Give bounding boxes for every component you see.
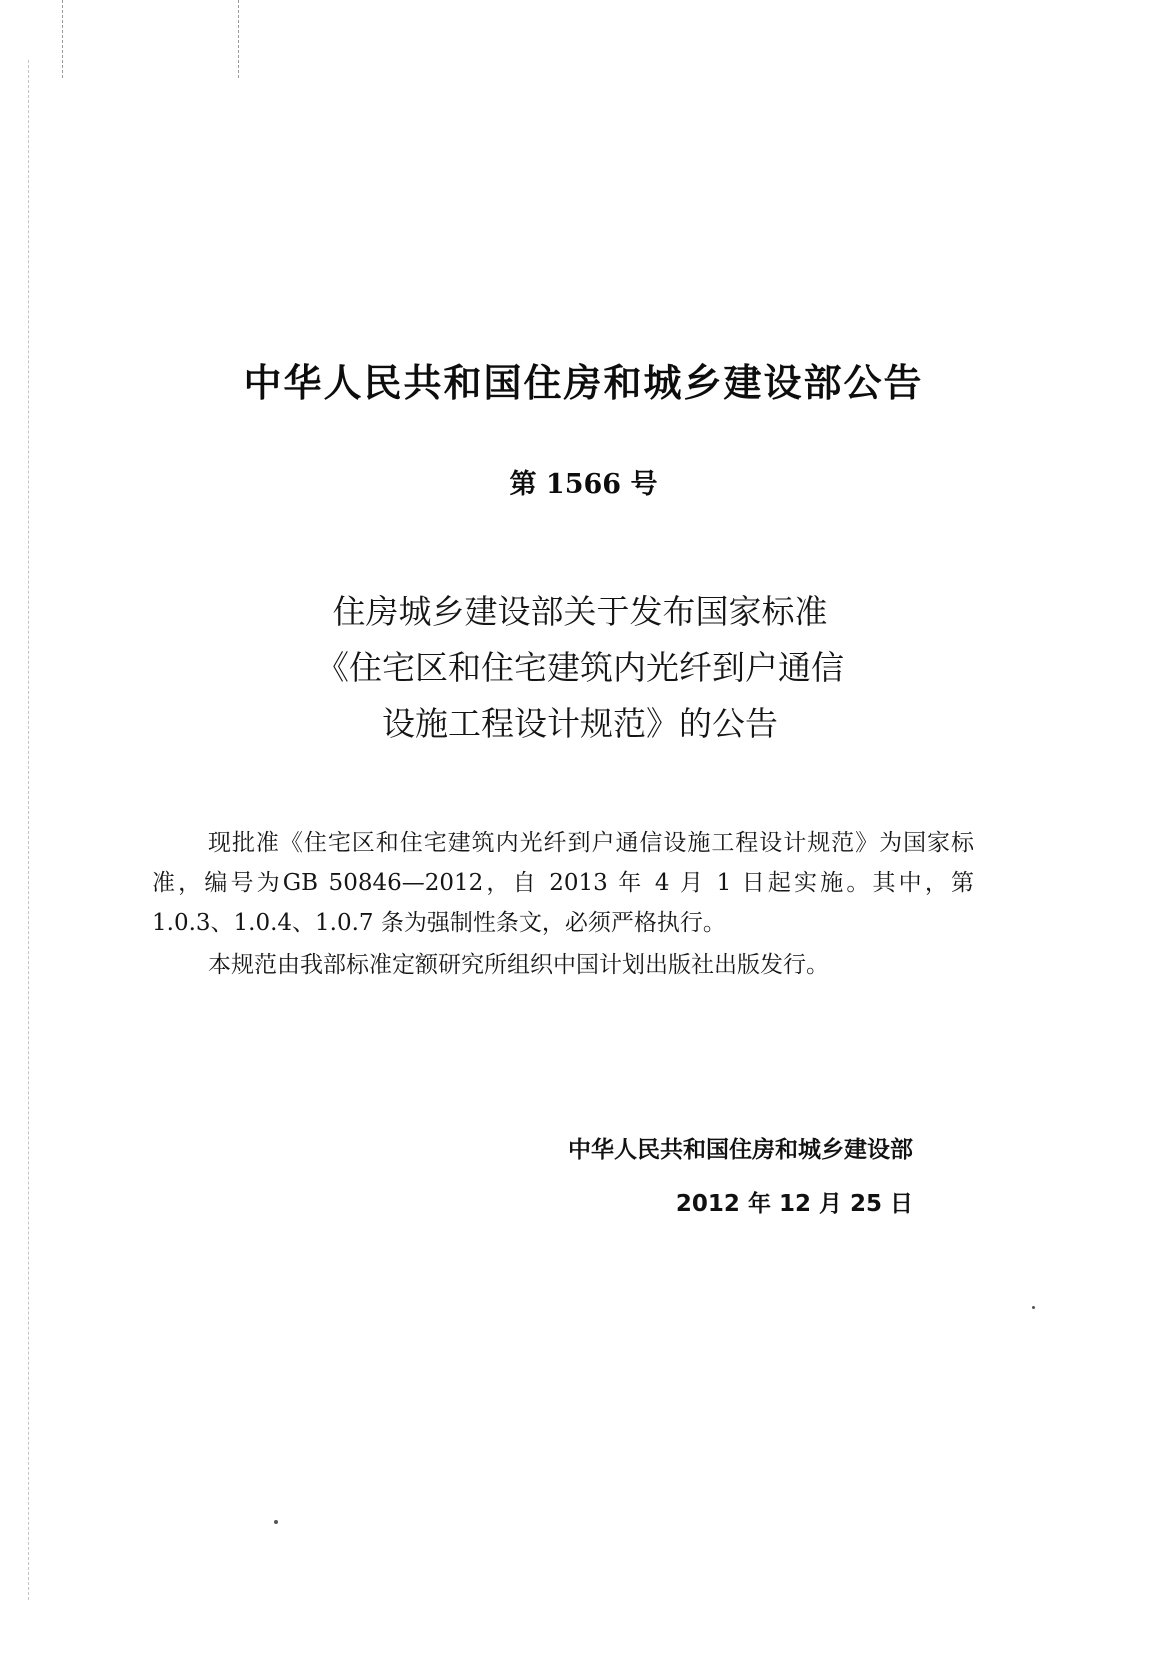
scan-artifact-line	[28, 60, 29, 1600]
notice-subject	[200, 584, 960, 752]
scan-artifact-dot	[1032, 1306, 1035, 1309]
notice-number: 第 1566 号	[509, 469, 658, 500]
body-paragraph: 现批准《住宅区和住宅建筑内光纤到户通信设施工程设计规范》为国家标准，编号为GB 50846—2012，自 2013 年 4 月 1 日起实施。其中，第 1.0.3、1.0.4、1.0.7 条为强制性条文，必须严格执行。	[152, 830, 974, 936]
subject-line: 住房城乡建设部关于发布国家标准	[332, 592, 828, 631]
subject-line: 设施工程设计规范》的公告	[382, 704, 778, 743]
scan-artifact-line	[62, 0, 63, 78]
body-paragraph: 本规范由我部标准定额研究所组织中国计划出版社出版发行。	[208, 952, 829, 978]
notice-body	[152, 823, 974, 987]
subject-line: 《住宅区和住宅建筑内光纤到户通信	[316, 648, 844, 687]
notice-title: 中华人民共和国住房和城乡建设部公告	[243, 361, 924, 405]
scan-artifact-dot	[274, 1520, 278, 1524]
signature-block	[0, 1123, 913, 1231]
scan-artifact-line	[238, 0, 239, 78]
issuer-name: 中华人民共和国住房和城乡建设部	[568, 1137, 913, 1163]
issue-date: 2012 年 12 月 25 日	[675, 1191, 913, 1217]
